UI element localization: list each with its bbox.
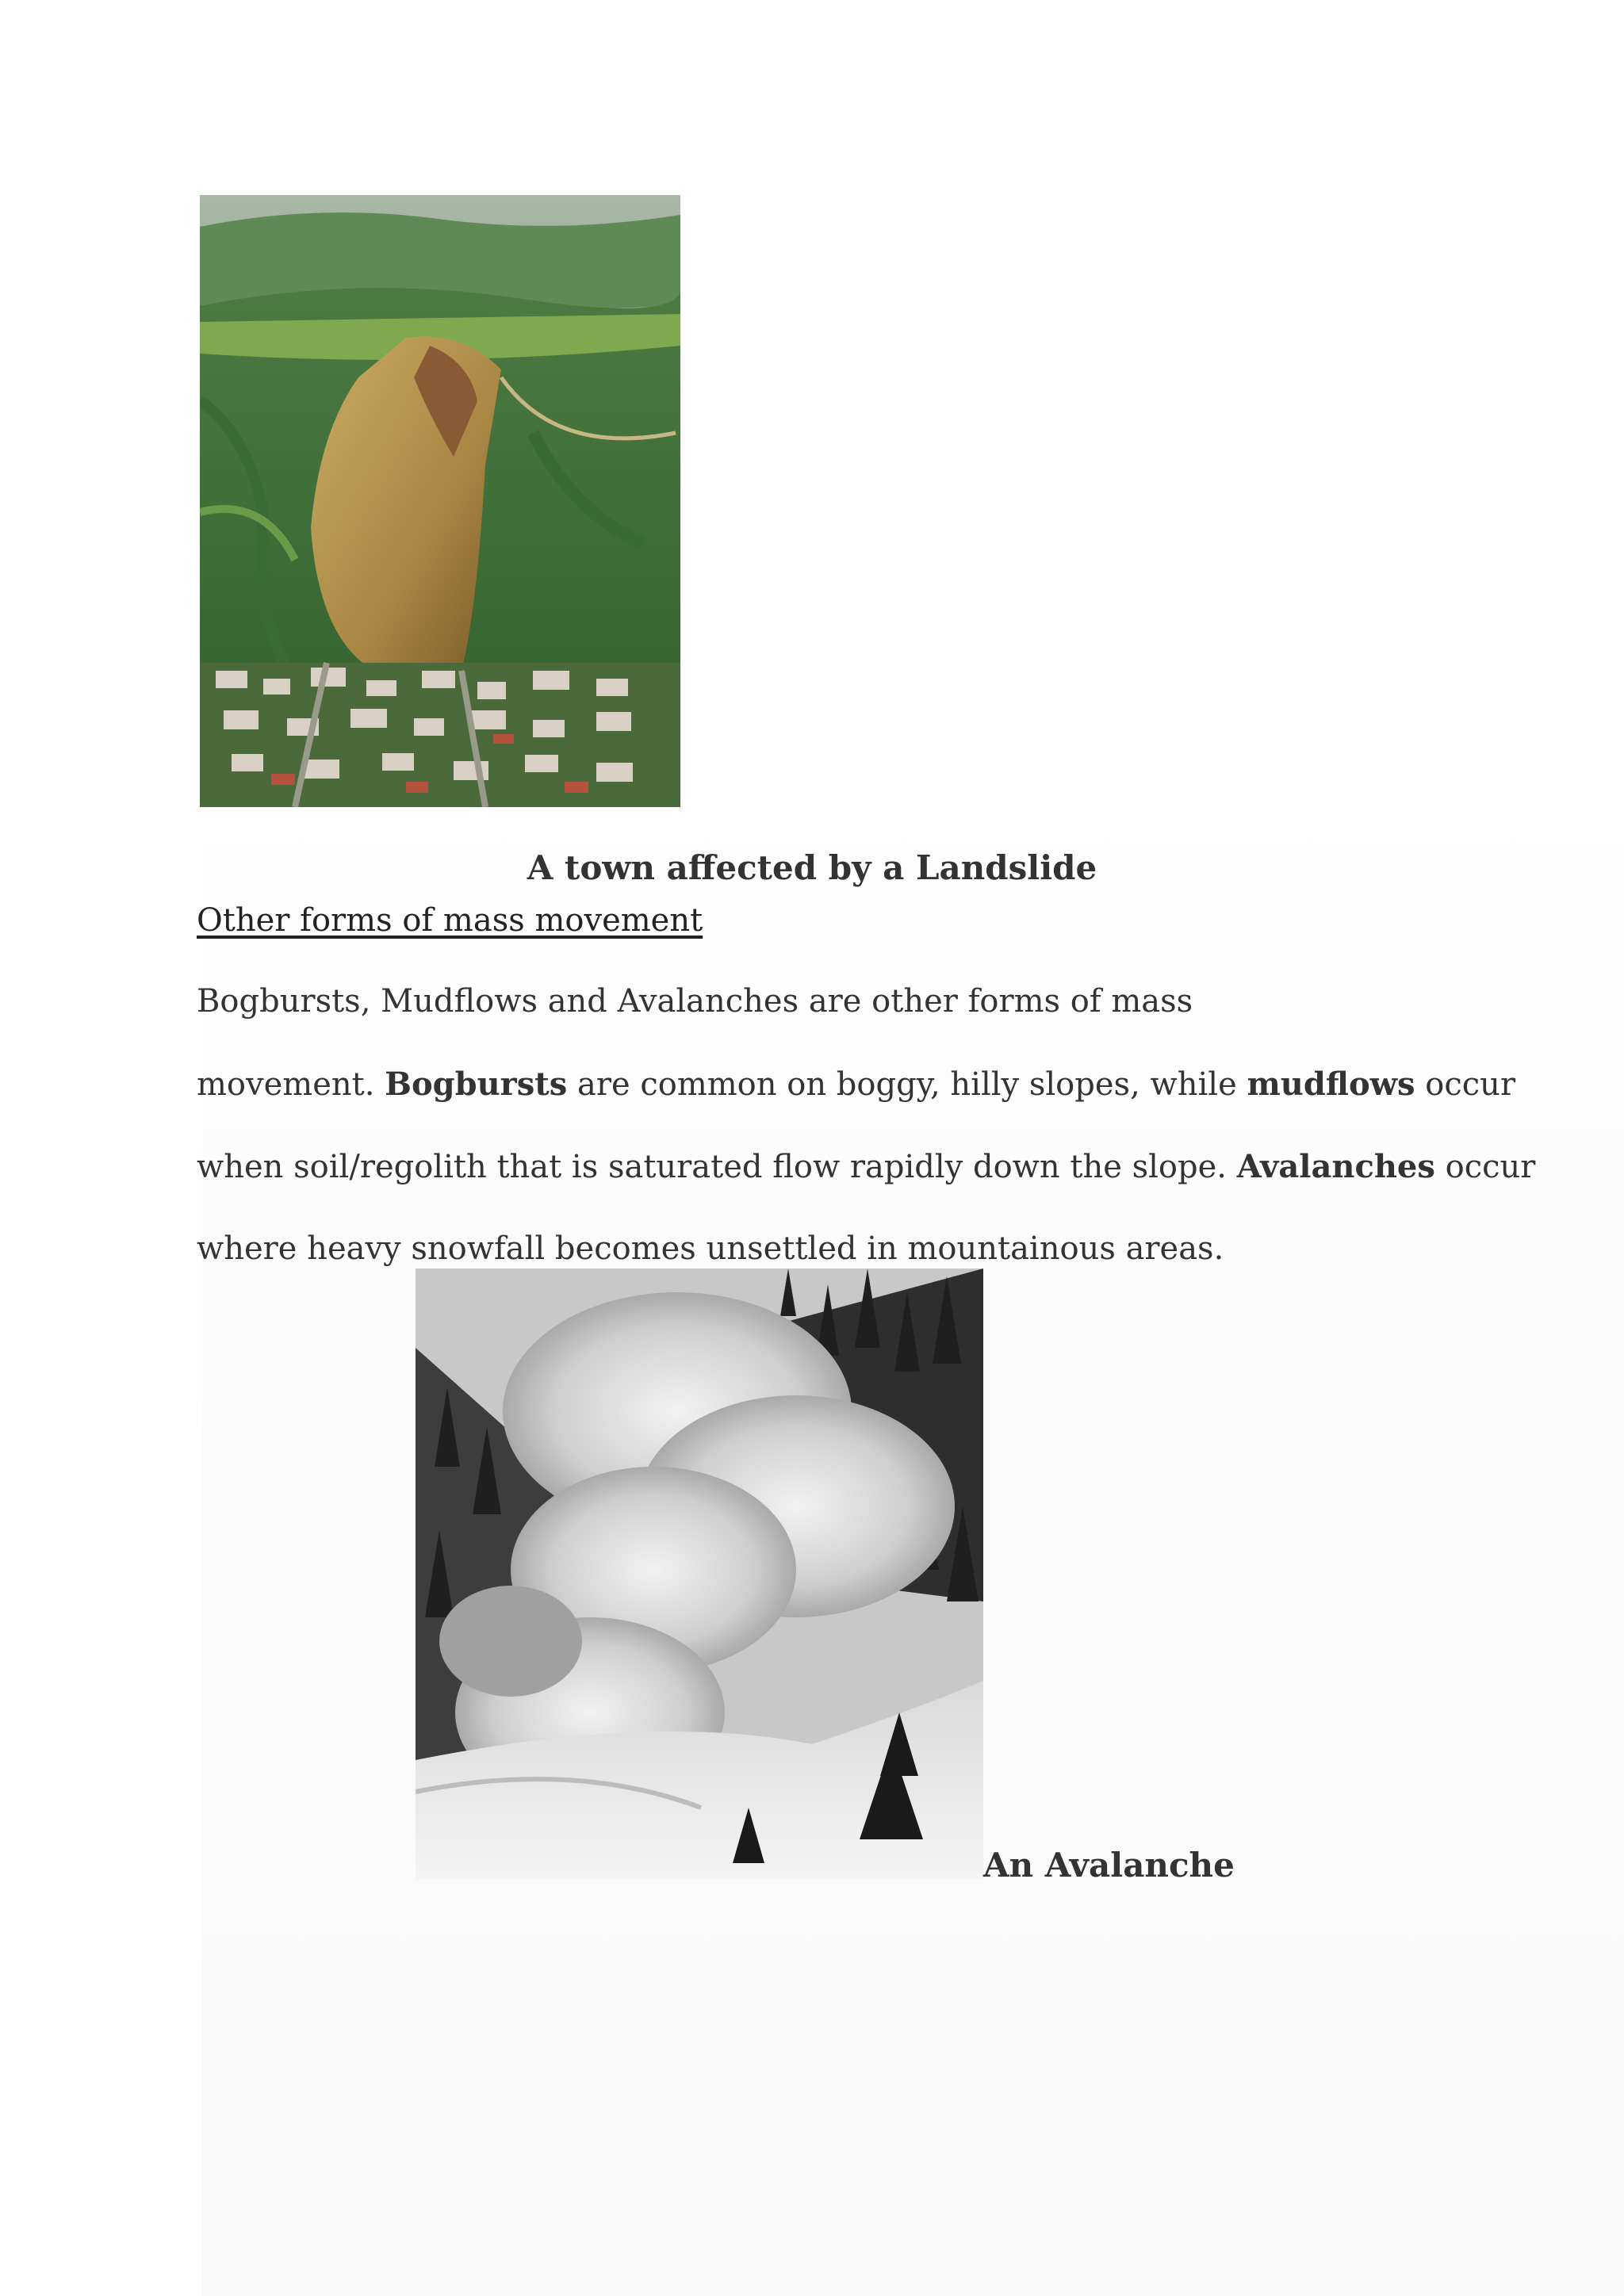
avalanches-term: Avalanches xyxy=(1236,1148,1435,1185)
paragraph-line: Bogbursts, Mudflows and Avalanches are other forms of mass xyxy=(197,983,1193,1020)
avalanche-caption: An Avalanche xyxy=(983,1846,1235,1885)
avalanche-photo xyxy=(416,1269,983,1879)
paragraph-line xyxy=(197,1066,1515,1103)
landslide-photo xyxy=(200,195,680,807)
mudflows-term: mudflows xyxy=(1247,1066,1415,1103)
bogbursts-term: Bogbursts xyxy=(385,1066,568,1103)
paragraph-text: movement. xyxy=(197,1066,385,1103)
paragraph-line: where heavy snowfall becomes unsettled in mountainous areas. xyxy=(197,1230,1224,1267)
paragraph-text: when soil/regolith that is saturated flow rapidly down the slope. xyxy=(197,1149,1237,1185)
landslide-caption: A town affected by a Landslide xyxy=(527,848,1097,887)
paragraph-text: are common on boggy, hilly slopes, while xyxy=(567,1066,1247,1103)
section-heading: Other forms of mass movement xyxy=(197,902,703,939)
paragraph-text: occur xyxy=(1415,1066,1516,1103)
paragraph-text: occur xyxy=(1434,1149,1536,1185)
paragraph-line xyxy=(197,1148,1535,1185)
